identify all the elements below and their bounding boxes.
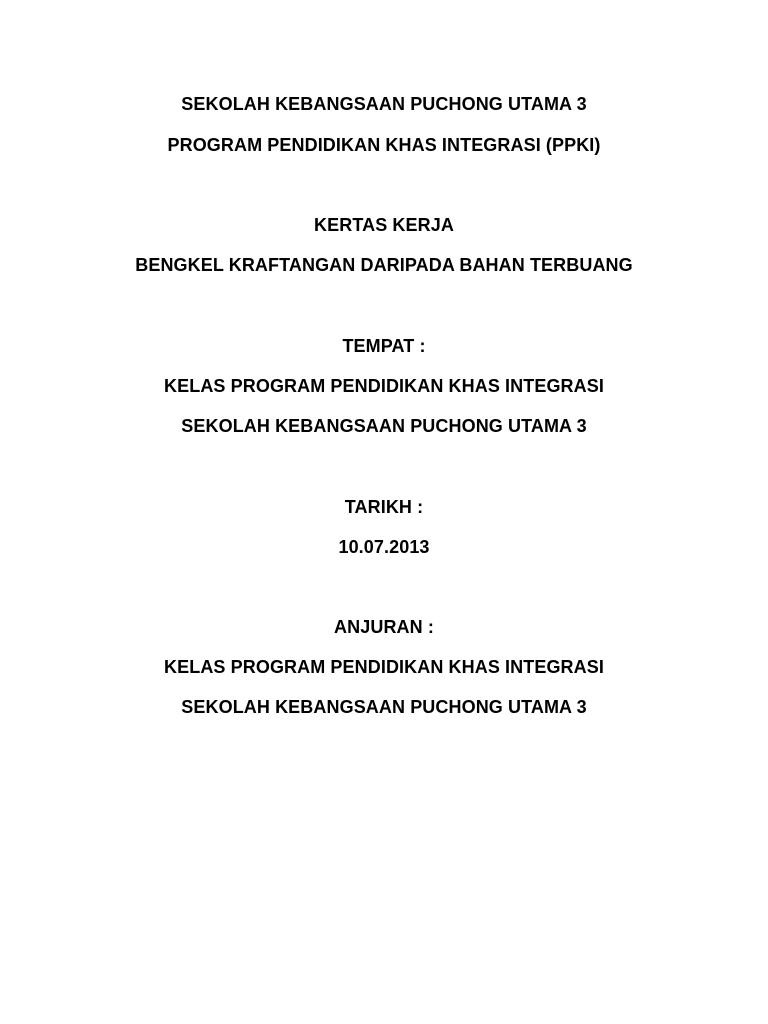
organizer-line-1: KELAS PROGRAM PENDIDIKAN KHAS INTEGRASI [164, 657, 604, 677]
header-school: SEKOLAH KEBANGSAAN PUCHONG UTAMA 3 [181, 94, 587, 114]
header-program: PROGRAM PENDIDIKAN KHAS INTEGRASI (PPKI) [167, 135, 601, 155]
venue-line-2: SEKOLAH KEBANGSAAN PUCHONG UTAMA 3 [181, 416, 587, 436]
organizer-line-2: SEKOLAH KEBANGSAAN PUCHONG UTAMA 3 [181, 697, 587, 717]
date-value: 10.07.2013 [338, 537, 430, 557]
organizer-label: ANJURAN : [334, 617, 434, 637]
venue-label: TEMPAT : [342, 336, 426, 356]
title-label: KERTAS KERJA [314, 215, 454, 235]
title-event: BENGKEL KRAFTANGAN DARIPADA BAHAN TERBUANG [135, 255, 633, 275]
venue-line-1: KELAS PROGRAM PENDIDIKAN KHAS INTEGRASI [164, 376, 604, 396]
date-label: TARIKH : [344, 497, 424, 517]
